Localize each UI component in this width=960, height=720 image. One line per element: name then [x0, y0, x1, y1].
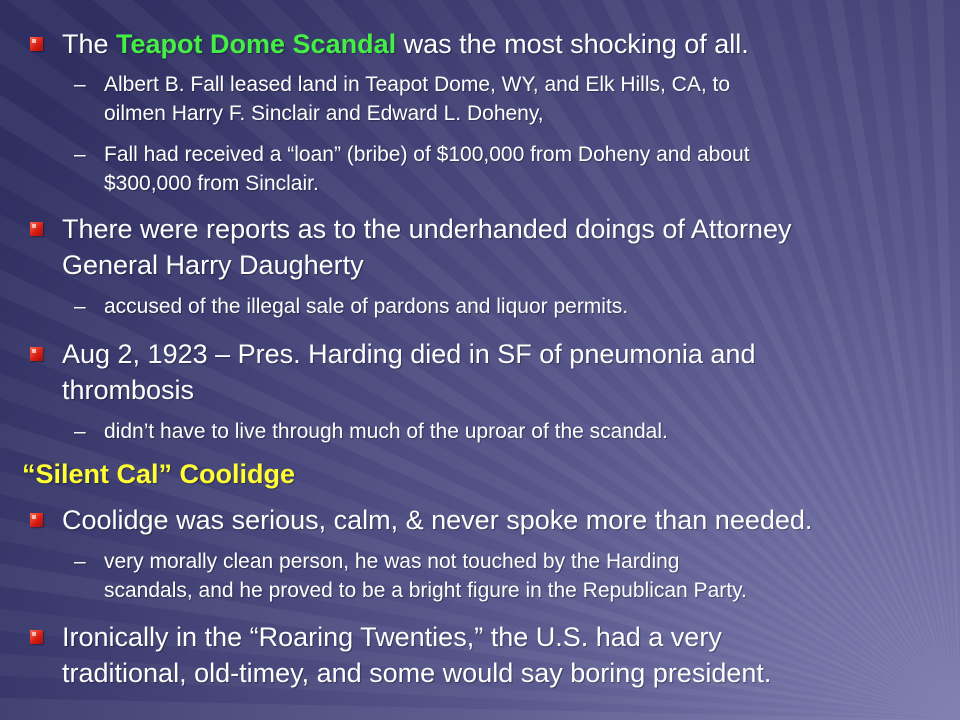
red-square-bullet-icon: [30, 37, 43, 51]
subbullet-line: scandals, and he proved to be a bright figure in the Republican Party.: [104, 579, 747, 602]
dash-marker: –: [74, 143, 86, 166]
bullet-line: thrombosis: [62, 375, 195, 405]
bullet-line: General Harry Daugherty: [62, 250, 364, 280]
subbullet-line: Fall had received a “loan” (bribe) of $100,000 from Doheny and about: [104, 143, 750, 166]
dash-marker: –: [74, 73, 86, 96]
red-square-bullet-icon: [30, 513, 43, 527]
subbullet-line: very morally clean person, he was not touched by the Harding: [104, 550, 680, 573]
section-heading-silent-cal: “Silent Cal” Coolidge: [22, 459, 296, 489]
bullet-harding-died: [62, 336, 942, 408]
bullet-daugherty-reports: [62, 211, 942, 283]
bullet-line: Ironically in the “Roaring Twenties,” the U.S. had a very: [62, 622, 722, 652]
bullet-roaring-twenties: [62, 619, 942, 691]
bullet-teapot-dome: [62, 26, 942, 62]
dash-marker: –: [74, 550, 86, 573]
subbullet-line: didn’t have to live through much of the uproar of the scandal.: [104, 420, 668, 443]
highlight-teapot-dome-scandal: Teapot Dome Scandal: [116, 29, 397, 59]
subbullet-line: oilmen Harry F. Sinclair and Edward L. Doheny,: [104, 102, 544, 125]
subbullet-pardons: [104, 292, 934, 321]
subbullet-fall-leased: [104, 70, 934, 128]
red-square-bullet-icon: [30, 630, 43, 644]
bullet-text-prefix: The: [62, 29, 117, 59]
subbullet-morally-clean: [104, 547, 934, 605]
subbullet-line: Albert B. Fall leased land in Teapot Dome, WY, and Elk Hills, CA, to: [104, 73, 731, 96]
bullet-line: traditional, old-timey, and some would say boring president.: [62, 658, 772, 688]
bullet-line: Coolidge was serious, calm, & never spoke more than needed.: [62, 505, 813, 535]
dash-marker: –: [74, 295, 86, 318]
red-square-bullet-icon: [30, 222, 43, 236]
bullet-line: Aug 2, 1923 – Pres. Harding died in SF of pneumonia and: [62, 339, 756, 369]
dash-marker: –: [74, 420, 86, 443]
subbullet-uproar: [104, 417, 934, 446]
bullet-line: There were reports as to the underhanded doings of Attorney: [62, 214, 792, 244]
subbullet-line: $300,000 from Sinclair.: [104, 172, 319, 195]
bullet-coolidge-serious: [62, 502, 942, 538]
subbullet-loan-bribe: [104, 140, 934, 198]
bullet-text-suffix: was the most shocking of all.: [396, 29, 749, 59]
subbullet-line: accused of the illegal sale of pardons and liquor permits.: [104, 295, 629, 318]
red-square-bullet-icon: [30, 347, 43, 361]
